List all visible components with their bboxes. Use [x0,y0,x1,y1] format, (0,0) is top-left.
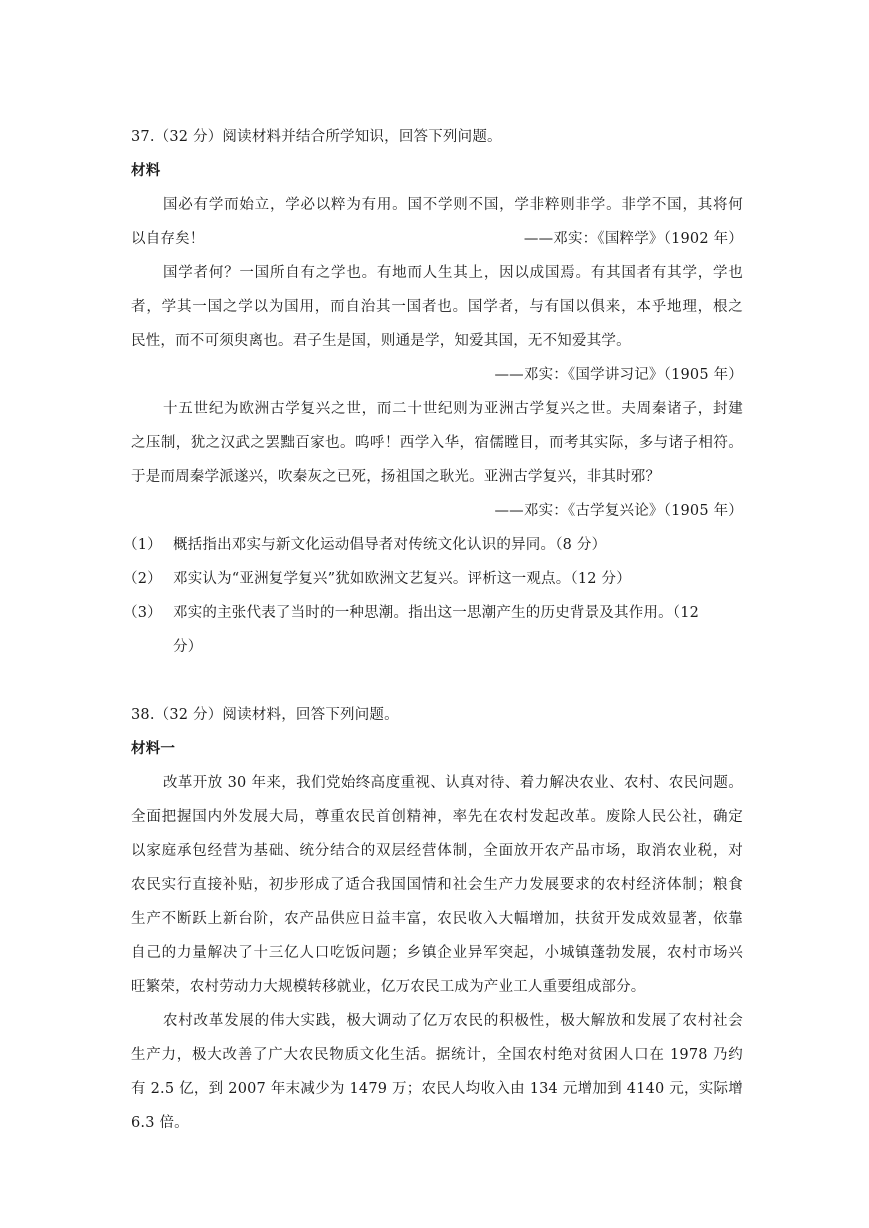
q37-subquestion-3 [123,596,743,630]
question-37-material-label: 材料 [131,163,161,179]
q37-subquestion-2 [123,562,743,596]
q37-subquestion-1 [123,528,743,562]
q37-source-2: ——邓实：《国学讲习记》（1905 年） [494,367,743,383]
q38-paragraph-2-line-3: 有 2.5 亿，到 2007 年末减少为 1479 万；农民人均收入由 134 元增加到 4140 元，实际增 [131,1081,743,1097]
q38-paragraph-1-line-1: 改革开放 30 年来，我们党始终高度重视、认真对待、着力解决农业、农村、农民问题。 [163,775,743,791]
q38-paragraph-1-line-5: 生产不断跃上新台阶，农产品供应日益丰富，农民收入大幅增加，扶贫开发成效显著，依靠 [131,911,743,927]
q37-paragraph-3-line-1: 十五世纪为欧洲古学复兴之世，而二十世纪则为亚洲古学复兴之世。夫周秦诸子，封建 [163,401,743,417]
q38-paragraph-2-line-1: 农村改革发展的伟大实践，极大调动了亿万农民的积极性，极大解放和发展了农村社会 [163,1013,743,1029]
subquestion-text: 邓实的主张代表了当时的一种思潮。指出这一思潮产生的历史背景及其作用。（12 [173,605,700,621]
q37-subquestion-3-continuation: 分） [173,639,203,655]
q37-paragraph-1-line-2 [131,222,743,256]
q37-paragraph-2-line-3: 民性，而不可须臾离也。君子生是国，则通是学，知爱其国，无不知爱其学。 [131,333,631,349]
subquestion-number: （2） [123,571,162,587]
question-37-title: 37.（32 分）阅读材料并结合所学知识，回答下列问题。 [131,129,502,145]
q37-paragraph-1-tail: 以自存矣！ [131,231,205,247]
q37-source-3: ——邓实：《古学复兴论》（1905 年） [494,503,743,519]
q37-paragraph-2-line-1: 国学者何？一国所自有之学也。有地而人生其上，因以成国焉。有其国者有其学，学也 [163,265,743,281]
q38-paragraph-1-line-7: 旺繁荣，农村劳动力大规模转移就业，亿万农民工成为产业工人重要组成部分。 [131,979,646,995]
q38-paragraph-1-line-4: 农民实行直接补贴，初步形成了适合我国国情和社会生产力发展要求的农村经济体制；粮食 [131,877,743,893]
q37-paragraph-3-line-3: 于是而周秦学派遂兴，吹秦灰之已死，扬祖国之耿光。亚洲古学复兴，非其时邪？ [131,469,661,485]
q37-paragraph-2-line-2: 者，学其一国之学以为国用，而自治其一国者也。国学者，与有国以俱来，本乎地理，根之 [131,299,743,315]
q38-paragraph-2-line-2: 生产力，极大改善了广大农民物质文化生活。据统计，全国农村绝对贫困人口在 1978 乃约 [131,1047,743,1063]
q38-paragraph-1-line-6: 自己的力量解决了十三亿人口吃饭问题；乡镇企业异军突起，小城镇蓬勃发展，农村市场兴 [131,945,743,961]
section-gap [131,664,743,698]
subquestion-number: （3） [123,605,162,621]
q37-source-1: ——邓实：《国粹学》（1902 年） [523,231,743,247]
question-38-title: 38.（32 分）阅读材料，回答下列问题。 [131,707,399,723]
q38-paragraph-1-line-2: 全面把握国内外发展大局，尊重农民首创精神，率先在农村发起改革。废除人民公社，确定 [131,809,743,825]
q38-paragraph-1-line-3: 以家庭承包经营为基础、统分结合的双层经营体制，全面放开农产品市场，取消农业税，对 [131,843,743,859]
q37-paragraph-1-line-1: 国必有学而始立，学必以粹为有用。国不学则不国，学非粹则非学。非学不国，其将何 [163,197,743,213]
subquestion-number: （1） [123,537,162,553]
q38-paragraph-2-line-4: 6.3 倍。 [131,1115,189,1131]
exam-page [123,120,743,1140]
subquestion-text: 邓实认为“亚洲复学复兴”犹如欧洲文艺复兴。评析这一观点。（12 分） [173,571,631,587]
q37-paragraph-3-line-2: 之压制，犹之汉武之罢黜百家也。呜呼！西学入华，宿儒瞠目，而考其实际，多与诸子相符。 [131,435,743,451]
subquestion-text: 概括指出邓实与新文化运动倡导者对传统文化认识的异同。（8 分） [173,537,607,553]
question-38-material-label: 材料一 [131,741,176,757]
